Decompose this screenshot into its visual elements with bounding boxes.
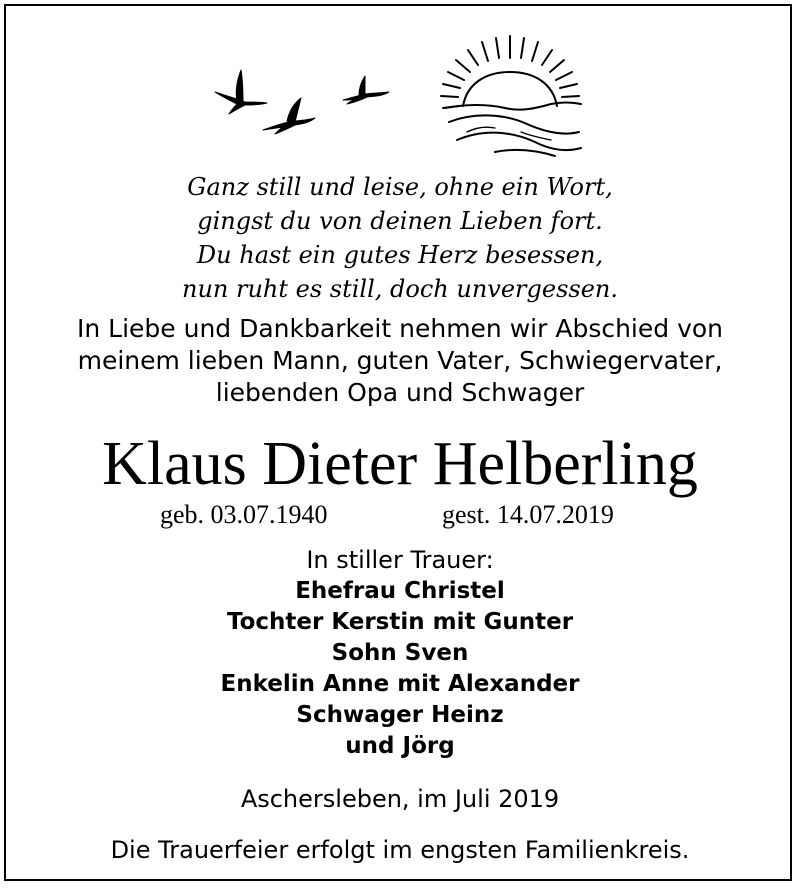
deceased-name: Klaus Dieter Helberling xyxy=(102,430,698,498)
intro-line: liebenden Opa und Schwager xyxy=(215,378,585,407)
mourner-item: Ehefrau Christel xyxy=(295,578,505,604)
poem-line: Ganz still und leise, ohne ein Wort, xyxy=(187,173,613,201)
flying-birds-icon xyxy=(215,70,389,134)
funeral-note: Die Trauerfeier erfolgt im engsten Familienkreis. xyxy=(110,836,690,864)
life-dates xyxy=(0,497,800,533)
mourner-item: und Jörg xyxy=(345,733,455,759)
poem-line: gingst du von deinen Lieben fort. xyxy=(197,207,603,235)
poem xyxy=(0,170,800,306)
poem-line: nun ruht es still, doch unvergessen. xyxy=(181,275,619,303)
poem-line: Du hast ein gutes Herz besessen, xyxy=(196,241,604,269)
intro-line: In Liebe und Dankbarkeit nehmen wir Abschied von xyxy=(76,314,724,343)
setting-sun-icon xyxy=(441,36,581,156)
mourners-list xyxy=(0,576,800,762)
mourner-item: Sohn Sven xyxy=(331,640,469,666)
death-date: gest. 14.07.2019 xyxy=(442,500,614,529)
mourner-item: Tochter Kerstin mit Gunter xyxy=(226,609,574,635)
intro-line: meinem lieben Mann, guten Vater, Schwiegervater, xyxy=(77,346,723,375)
birth-date: geb. 03.07.1940 xyxy=(160,500,328,529)
header-illustration xyxy=(205,28,585,158)
place-date: Aschersleben, im Juli 2019 xyxy=(240,785,560,813)
mourning-title: In stiller Trauer: xyxy=(306,546,494,574)
illustration-svg xyxy=(205,28,585,158)
mourner-item: Schwager Heinz xyxy=(296,702,504,728)
mourner-item: Enkelin Anne mit Alexander xyxy=(220,671,580,697)
farewell-intro xyxy=(0,313,800,409)
